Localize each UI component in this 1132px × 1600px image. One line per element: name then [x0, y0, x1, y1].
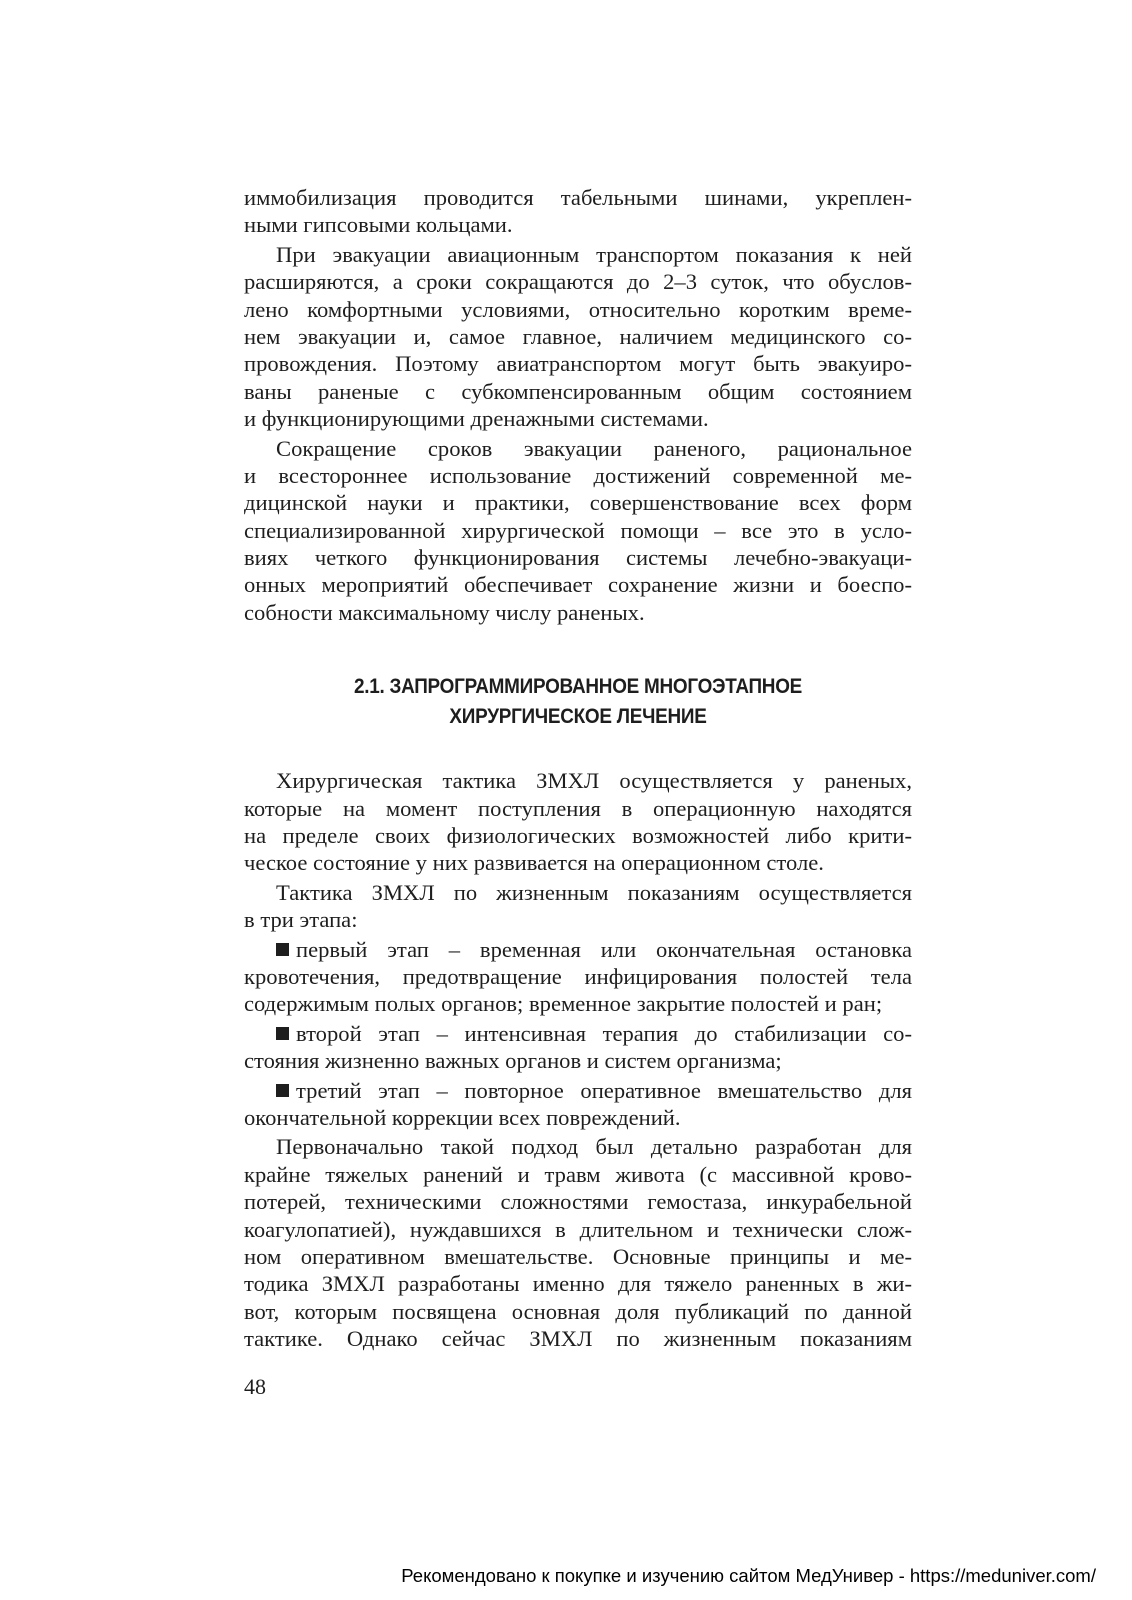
text-line-content: ными гипсовыми кольцами.	[244, 212, 513, 238]
text-line-content: Тактика ЗМХЛ по жизненным показаниям осуществляется	[276, 879, 912, 905]
text-line	[244, 296, 912, 323]
text-line-content: расширяются, а сроки сокращаются до 2–3 суток, что обуслов-	[244, 269, 912, 295]
text-line	[244, 795, 912, 822]
paragraph	[244, 767, 912, 877]
text-line-content: При эвакуации авиационным транспортом показания к ней	[276, 241, 912, 267]
text-line-content: лено комфортными условиями, относительно коротким време-	[244, 296, 912, 322]
text-line	[244, 435, 912, 462]
paragraph	[244, 241, 912, 433]
text-line-content: крайне тяжелых ранений и травм живота (с массивной крово-	[244, 1161, 912, 1187]
text-line-content: кровотечения, предотвращение инфицирования полостей тела	[244, 963, 912, 989]
text-line-content: третий этап – повторное оперативное вмешательство для	[296, 1077, 912, 1103]
paragraph	[244, 879, 912, 934]
text-line	[244, 1161, 912, 1188]
section-heading-line-1: 2.1. ЗАПРОГРАММИРОВАННОЕ МНОГОЭТАПНОЕ	[353, 674, 803, 699]
text-line	[244, 990, 912, 1017]
text-line	[244, 599, 912, 626]
text-line	[244, 462, 912, 489]
text-line-content: тодика ЗМХЛ разработаны именно для тяжело раненных в жи-	[244, 1271, 912, 1297]
text-line-content: провождения. Поэтому авиатранспортом могут быть эвакуиро-	[244, 351, 912, 377]
text-line	[244, 1270, 912, 1297]
text-line-content: ном оперативном вмешательстве. Основные принципы и ме-	[244, 1243, 912, 1269]
text-line	[244, 1298, 912, 1325]
body-text-bottom	[244, 767, 912, 1352]
text-line-content: в три этапа:	[244, 907, 358, 933]
footer-recommendation: Рекомендовано к покупке и изучению сайтом МедУнивер - https://meduniver.com/	[401, 1565, 1096, 1586]
text-line	[244, 1077, 912, 1104]
text-line-content: окончательной коррекции всех повреждений.	[244, 1104, 681, 1130]
text-line-content: на пределе своих физиологических возможностей либо крити-	[244, 823, 912, 849]
page-number: 48	[244, 1374, 266, 1400]
paragraph	[244, 184, 912, 239]
text-line	[244, 1133, 912, 1160]
text-line	[244, 241, 912, 268]
text-line-content: дицинской науки и практики, совершенствование всех форм	[244, 490, 912, 516]
text-line	[244, 767, 912, 794]
paragraph	[244, 1133, 912, 1352]
text-line	[244, 323, 912, 350]
text-line-content: которые на момент поступления в операционную находятся	[244, 795, 912, 821]
text-line	[244, 350, 912, 377]
text-line	[244, 963, 912, 990]
section-heading-line-2: ХИРУРГИЧЕСКОЕ ЛЕЧЕНИЕ	[449, 704, 707, 729]
text-line	[244, 936, 912, 963]
text-line-content: собности максимальному числу раненых.	[244, 599, 645, 625]
text-line-content: Сокращение сроков эвакуации раненого, рациональное	[276, 435, 912, 461]
text-line	[244, 1188, 912, 1215]
text-line	[244, 1325, 912, 1352]
text-line	[244, 405, 912, 432]
text-line-content: второй этап – интенсивная терапия до стабилизации со-	[296, 1020, 912, 1046]
text-line-content: ческое состояние у них развивается на операционном столе.	[244, 850, 824, 876]
text-line-content: стояния жизненно важных органов и систем организма;	[244, 1048, 782, 1074]
text-line-content: первый этап – временная или окончательная остановка	[296, 936, 912, 962]
text-line-content: тактике. Однако сейчас ЗМХЛ по жизненным показаниям	[244, 1326, 912, 1352]
text-line	[244, 849, 912, 876]
text-line	[244, 544, 912, 571]
text-line	[244, 1020, 912, 1047]
text-line	[244, 378, 912, 405]
text-line-content: иммобилизация проводится табельными шинами, укреплен-	[244, 185, 912, 210]
text-line	[244, 184, 912, 211]
text-line	[244, 489, 912, 516]
text-line-content: специализированной хирургической помощи – все это в усло-	[244, 517, 912, 543]
body-text-top	[244, 184, 912, 626]
text-line-content: Первоначально такой подход был детально разработан для	[276, 1134, 912, 1160]
text-line-content: ваны раненые с субкомпенсированным общим состоянием	[244, 378, 912, 404]
text-line-content: потерей, техническими сложностями гемостаза, инкурабельной	[244, 1189, 912, 1215]
bullet-item	[244, 936, 912, 1018]
text-line-content: нем эвакуации и, самое главное, наличием медицинского со-	[244, 323, 912, 349]
bullet-item	[244, 1020, 912, 1075]
bullet-square-icon	[276, 1027, 289, 1040]
text-line-content: онных мероприятий обеспечивает сохранение жизни и боеспо-	[244, 572, 912, 598]
bullet-item	[244, 1077, 912, 1132]
text-line	[244, 1243, 912, 1270]
bullet-square-icon	[276, 943, 289, 956]
text-line-content: виях четкого функционирования системы лечебно-эвакуаци-	[244, 545, 912, 571]
text-line	[244, 1216, 912, 1243]
text-line	[244, 879, 912, 906]
paragraph	[244, 435, 912, 627]
text-line	[244, 906, 912, 933]
text-line-content: вот, которым посвящена основная доля публикаций по данной	[244, 1298, 912, 1324]
text-line-content: и функционирующими дренажными системами.	[244, 406, 709, 432]
text-line	[244, 571, 912, 598]
text-line-content: Хирургическая тактика ЗМХЛ осуществляется у раненых,	[276, 768, 912, 794]
section-heading	[284, 671, 872, 731]
text-line	[244, 517, 912, 544]
text-line	[244, 822, 912, 849]
text-line	[244, 1047, 912, 1074]
text-line	[244, 211, 912, 238]
text-line-content: и всестороннее использование достижений современной ме-	[244, 462, 912, 488]
text-line	[244, 1104, 912, 1131]
bullet-square-icon	[276, 1084, 289, 1097]
text-line-content: коагулопатией), нуждавшихся в длительном и технически слож-	[244, 1216, 912, 1242]
text-line	[244, 268, 912, 295]
book-page	[244, 184, 912, 1400]
text-line-content: содержимым полых органов; временное закрытие полостей и ран;	[244, 991, 883, 1017]
